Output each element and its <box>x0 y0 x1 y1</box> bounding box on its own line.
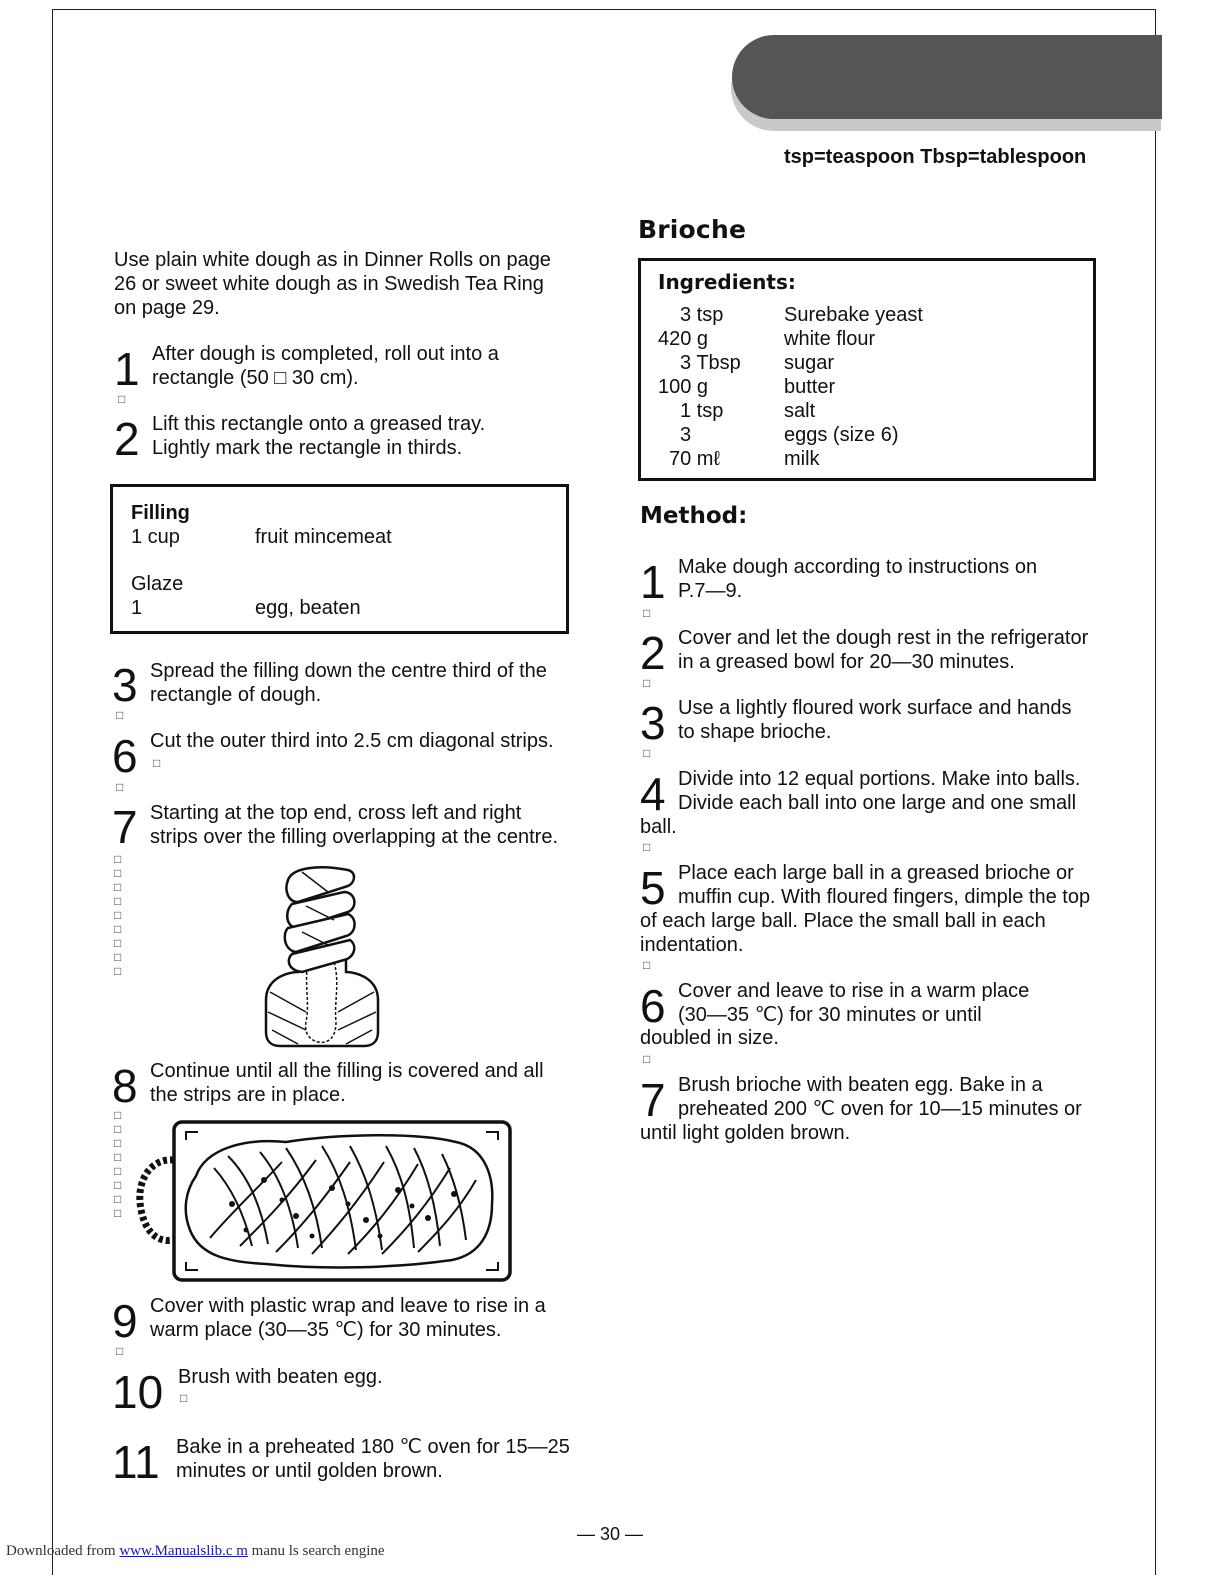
step-line: After dough is completed, roll out into a <box>152 343 499 365</box>
step-text <box>678 767 1080 815</box>
step-line-wrap: until light golden brown. <box>640 1122 851 1144</box>
ingredient-item: white flour <box>784 328 876 350</box>
glaze-qty: 1 <box>131 597 143 619</box>
step-text <box>150 1294 546 1342</box>
page-frame-left <box>52 9 53 1575</box>
step-line: Bake in a preheated 180 ℃ oven for 15—25 <box>176 1436 570 1458</box>
ingredient-qty: 70 mℓ <box>669 448 720 470</box>
page-frame-top <box>52 9 1156 10</box>
glyph-placeholder: □ <box>118 392 126 406</box>
braid-illustration <box>258 862 386 1048</box>
step-line: Cover and let the dough rest in the refrigerator <box>678 627 1089 649</box>
method-title: Method: <box>640 503 748 529</box>
step-line: Brush with beaten egg. <box>178 1366 383 1388</box>
glyph-placeholder: □ <box>116 1344 124 1358</box>
step-line: to shape brioche. <box>678 721 832 743</box>
step-line: Use a lightly floured work surface and hands <box>678 697 1072 719</box>
glaze-title: Glaze <box>131 573 184 595</box>
step-line: P.7—9. <box>678 580 743 602</box>
recipe-title: Brioche <box>638 215 747 244</box>
glyph-placeholder: □ <box>643 746 651 760</box>
step-line: Divide each ball into one large and one small <box>678 792 1077 814</box>
step-line: Divide into 12 equal portions. Make into balls. <box>678 768 1081 790</box>
step-line: preheated 200 ℃ oven for 10—15 minutes or <box>678 1098 1082 1120</box>
step-text <box>678 979 1029 1027</box>
glyph-placeholder: □ <box>153 756 161 770</box>
footer-suffix: manu ls search engine <box>247 1543 385 1559</box>
step-text <box>678 861 1090 909</box>
step-line-wrap: ball. <box>640 816 677 838</box>
step-line: warm place (30—35 ℃) for 30 minutes. <box>150 1319 502 1341</box>
step-number: 8 <box>112 1060 138 1112</box>
step-text <box>150 659 547 707</box>
step-text <box>678 696 1072 744</box>
step-line: Cover with plastic wrap and leave to rise in a <box>150 1295 546 1317</box>
step-text <box>178 1365 383 1389</box>
step-number: 6 <box>112 730 138 782</box>
ingredient-qty-list <box>658 303 778 471</box>
ingredient-item: sugar <box>784 352 835 374</box>
glyph-placeholder: □ <box>643 840 651 854</box>
ingredient-item-list <box>784 303 923 471</box>
ingredient-item: eggs (size 6) <box>784 424 899 446</box>
step-number: 9 <box>112 1295 138 1347</box>
step-number: 2 <box>640 627 666 679</box>
braided-loaf-illustration <box>136 1118 516 1284</box>
intro-line: Use plain white dough as in Dinner Rolls on page <box>114 249 551 271</box>
glyph-placeholder: □ □ □ □ □ □ □ □ □ <box>114 852 122 978</box>
step-line: Brush brioche with beaten egg. Bake in a <box>678 1074 1043 1096</box>
step-line: strips over the filling overlapping at the centre. <box>150 826 558 848</box>
step-line: Cover and leave to rise in a warm place <box>678 980 1030 1002</box>
step-line: Make dough according to instructions on <box>678 556 1038 578</box>
step-number: 6 <box>640 980 666 1032</box>
step-number: 1 <box>640 556 666 608</box>
header-tab <box>732 35 1162 119</box>
glyph-placeholder: □ □ □ □ □ □ □ □ <box>114 1108 122 1220</box>
step-text <box>152 342 499 390</box>
step-line: Spread the filling down the centre third of the <box>150 660 547 682</box>
step-line: the strips are in place. <box>150 1084 346 1106</box>
ingredients-box <box>638 258 1096 481</box>
step-number: 7 <box>640 1074 666 1126</box>
step-line-wrap: doubled in size. <box>640 1027 779 1049</box>
step-text <box>150 729 554 753</box>
ingredient-item: milk <box>784 448 820 470</box>
page-number: — 30 — <box>577 1524 644 1544</box>
glyph-placeholder: □ <box>116 708 124 722</box>
glyph-placeholder: □ <box>643 676 651 690</box>
footer-prefix: Downloaded from <box>6 1543 120 1559</box>
step-line: minutes or until golden brown. <box>176 1460 443 1482</box>
glyph-placeholder: □ <box>180 1391 188 1405</box>
step-text <box>678 555 1037 603</box>
ingredient-qty: 1 tsp <box>680 400 724 422</box>
step-text <box>150 801 558 849</box>
step-line: rectangle (50 □ 30 cm). <box>152 367 359 389</box>
glyph-placeholder: □ <box>643 1052 651 1066</box>
units-legend: tsp=teaspoon Tbsp=tablespoon <box>784 146 1087 168</box>
step-number: 10 <box>112 1366 164 1418</box>
intro-line: on page 29. <box>114 297 220 319</box>
step-text <box>152 412 485 460</box>
filling-qty: 1 cup <box>131 526 180 548</box>
step-line: (30—35 ℃) for 30 minutes or until <box>678 1004 982 1026</box>
step-line: Place each large ball in a greased brioche or <box>678 862 1074 884</box>
step-line: of each large ball. Place the small ball in each <box>640 910 1046 932</box>
ingredient-qty: 3 <box>680 424 692 446</box>
ingredient-qty: 3 Tbsp <box>680 352 741 374</box>
step-text-wrap <box>640 909 1046 957</box>
filling-item: fruit mincemeat <box>255 526 392 548</box>
glyph-placeholder: □ <box>643 958 651 972</box>
step-line: Cut the outer third into 2.5 cm diagonal strips. <box>150 730 554 752</box>
intro-text <box>114 248 551 320</box>
step-line: Lift this rectangle onto a greased tray. <box>152 413 486 435</box>
page-frame-right <box>1155 9 1156 1575</box>
ingredient-qty: 100 g <box>658 376 709 398</box>
ingredient-qty: 420 g <box>658 328 709 350</box>
footer <box>6 1543 385 1560</box>
ingredient-item: salt <box>784 400 816 422</box>
step-number: 5 <box>640 862 666 914</box>
step-line: Lightly mark the rectangle in thirds. <box>152 437 463 459</box>
glaze-item: egg, beaten <box>255 597 361 619</box>
glyph-placeholder: □ <box>116 780 124 794</box>
step-number: 1 <box>114 343 140 395</box>
step-line: muffin cup. With floured fingers, dimple the top <box>678 886 1091 908</box>
step-line: rectangle of dough. <box>150 684 322 706</box>
step-text <box>150 1059 544 1107</box>
step-text <box>678 626 1088 674</box>
ingredients-title: Ingredients: <box>658 270 796 294</box>
step-text <box>678 1073 1082 1121</box>
step-number: 2 <box>114 413 140 465</box>
filling-title: Filling <box>131 502 190 524</box>
intro-line: 26 or sweet white dough as in Swedish Tea Ring <box>114 273 544 295</box>
step-line: in a greased bowl for 20—30 minutes. <box>678 651 1015 673</box>
filling-box <box>110 484 569 634</box>
step-number: 4 <box>640 768 666 820</box>
step-number: 11 <box>112 1436 160 1488</box>
ingredient-item: butter <box>784 376 836 398</box>
ingredient-item: Surebake yeast <box>784 304 923 326</box>
step-number: 7 <box>112 801 138 853</box>
glyph-placeholder: □ <box>643 606 651 620</box>
footer-link[interactable]: www.Manualslib.c m <box>119 1543 248 1559</box>
step-text <box>176 1435 570 1483</box>
step-line: Starting at the top end, cross left and right <box>150 802 522 824</box>
ingredient-qty: 3 tsp <box>680 304 724 326</box>
step-number: 3 <box>112 659 138 711</box>
step-line: Continue until all the filling is covered and all <box>150 1060 544 1082</box>
step-number: 3 <box>640 697 666 749</box>
step-line: indentation. <box>640 934 744 956</box>
